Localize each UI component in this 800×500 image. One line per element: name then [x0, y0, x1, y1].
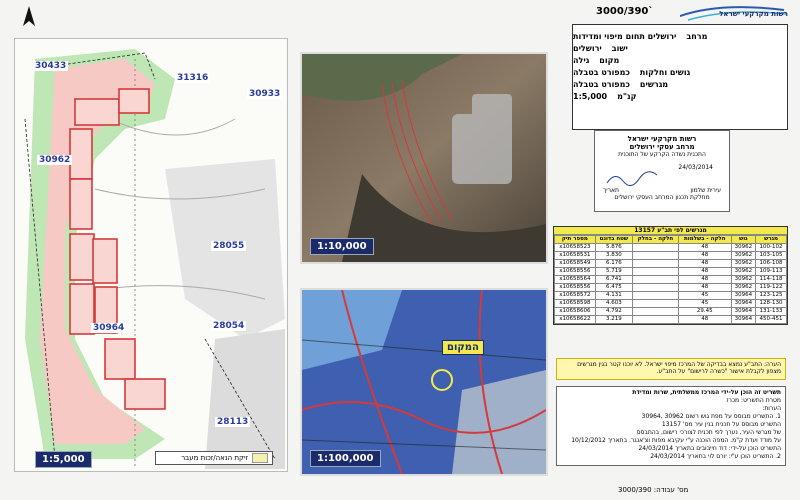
- table-row: [555, 276, 787, 284]
- table-cell: 45: [678, 300, 731, 308]
- table-cell: x10658598: [555, 300, 596, 308]
- table-row: [555, 316, 787, 324]
- table-cell: 30962: [731, 276, 755, 284]
- table-cell: 30962: [731, 284, 755, 292]
- block-label: 30433: [35, 61, 67, 71]
- table-cell: [633, 292, 679, 300]
- header-info-box: [572, 24, 788, 130]
- authority-logo: [680, 2, 790, 24]
- table-cell: 30964: [731, 292, 755, 300]
- table-cell: 45: [678, 292, 731, 300]
- table-row: [555, 308, 787, 316]
- table-row: [555, 300, 787, 308]
- table-cell: 450-451: [756, 316, 787, 324]
- table-cell: 128-130: [756, 300, 787, 308]
- footer-number: 3000/390 :מס' עבודה: [618, 486, 689, 494]
- table-cell: 100-102: [756, 244, 787, 252]
- col-file: מספר תיק: [555, 236, 596, 244]
- table-row: [555, 268, 787, 276]
- table-cell: 106-108: [756, 260, 787, 268]
- table-cell: 6.176: [595, 260, 632, 268]
- signature-box: [594, 130, 730, 212]
- topo-scale-badge: 1:100,000: [310, 450, 381, 467]
- table-cell: 4.131: [595, 292, 632, 300]
- table-cell: [633, 268, 679, 276]
- table-cell: 6.475: [595, 284, 632, 292]
- table-cell: [633, 308, 679, 316]
- table-cell: 109-113: [756, 268, 787, 276]
- table-row: [555, 244, 787, 252]
- col-lot: מגרש: [756, 236, 787, 244]
- note-line: של מגרשי העיר, נערך לפי תכנית לצורכי רישום, בהתבסס: [636, 429, 781, 436]
- table-cell: 3.219: [595, 316, 632, 324]
- sig-line2: מרחב עסקי ירושלים: [629, 143, 695, 151]
- table-cell: 48: [678, 252, 731, 260]
- table-cell: 4.792: [595, 308, 632, 316]
- table-cell: 48: [678, 284, 731, 292]
- header-row-settlement: ישוב ירושלים: [573, 44, 628, 53]
- table-cell: x10658523: [555, 244, 596, 252]
- col-block: גוש: [731, 236, 755, 244]
- notes-box: [556, 386, 786, 466]
- highlight-note: הערה: התב"ע נמצא בבדיקה של המרכז מיפוי ישראל. לא יוכנו קטר בגין מגרשים מצפון לקבלת אישור "כשרה לרישום" על התב"ע.: [556, 358, 786, 380]
- block-label: 30933: [249, 89, 281, 99]
- table-cell: 48: [678, 268, 731, 276]
- table-cell: 30964: [731, 308, 755, 316]
- table-cell: [633, 260, 679, 268]
- note-line: 1. התשריט מבוסס על מפת גוש רשום 30962 ,30964: [641, 413, 781, 420]
- block-label: 28054: [213, 321, 245, 331]
- block-label: 30962: [39, 155, 71, 165]
- table-cell: 123-125: [756, 292, 787, 300]
- col-whole: חלקה - בשלמות: [678, 236, 731, 244]
- table-cell: [633, 276, 679, 284]
- table-cell: x10658622: [555, 316, 596, 324]
- block-label: 28055: [213, 241, 245, 251]
- sig-date: 24/03/2014: [678, 164, 713, 171]
- table-cell: 30962: [731, 252, 755, 260]
- table-cell: 103-105: [756, 252, 787, 260]
- satellite-scale-badge: 1:10,000: [310, 238, 374, 255]
- main-parcel-map: [14, 38, 288, 472]
- parcels-table: [553, 226, 788, 325]
- sig-signer-title: מחלקת תכנון המרחב העסקי ירושלים: [614, 194, 710, 201]
- table-cell: [633, 284, 679, 292]
- notes-title: תשריט זה הוכן על-ידי המרכז ממשלתית, שרות ומדידת: [632, 389, 781, 396]
- table-cell: 30962: [731, 244, 755, 252]
- table-cell: 48: [678, 260, 731, 268]
- header-row-scale: קנ"מ 1:5,000: [573, 92, 637, 101]
- header-row-blocks: גושים וחלקות כמפורט בטבלה: [573, 68, 691, 77]
- table-cell: x10658556: [555, 268, 596, 276]
- table-cell: 119-122: [756, 284, 787, 292]
- table-cell: x10658549: [555, 260, 596, 268]
- table-cell: [633, 244, 679, 252]
- document-number: 3000/390`: [596, 6, 654, 17]
- logo-text: רשות מקרקעי ישראל: [719, 10, 788, 18]
- place-label: המקום: [442, 340, 484, 355]
- table-cell: 131-133: [756, 308, 787, 316]
- table-cell: 30964: [731, 300, 755, 308]
- sig-line1: רשות מקרקעי ישראל: [627, 135, 697, 143]
- table-cell: 4.603: [595, 300, 632, 308]
- table-cell: 48: [678, 244, 731, 252]
- header-row-place: מקום גילה: [573, 56, 620, 65]
- satellite-image: [300, 52, 548, 264]
- col-part: חלקה - בחלק: [633, 236, 679, 244]
- table-cell: 5.719: [595, 268, 632, 276]
- legend-label: זיקת הנאה/זכות מעבר: [181, 454, 248, 462]
- signature-icon: [605, 171, 665, 187]
- note-line: על מודד ועדת ק"מ. המפה הוכנה ע"י עקיבא מפות וצ'אנגר. בתאריך 10/12/2012: [571, 437, 781, 444]
- table-cell: x10658606: [555, 308, 596, 316]
- north-arrow-icon: [22, 6, 36, 32]
- table-row: [555, 292, 787, 300]
- table-cell: [633, 252, 679, 260]
- table-row: [555, 284, 787, 292]
- notes-subtitle: מטרת התשריט: מכרז: [726, 397, 781, 404]
- table-row: [555, 260, 787, 268]
- table-cell: 3.830: [595, 252, 632, 260]
- table-cell: 48: [678, 316, 731, 324]
- note-line: התשריט מבוסס על תכנית בנין עיר מס' 13157: [661, 421, 781, 428]
- table-cell: [633, 316, 679, 324]
- table-cell: 30962: [731, 260, 755, 268]
- table-title: מגרשים לפי תב"ע 13157: [554, 227, 787, 235]
- table-row: [555, 252, 787, 260]
- table-cell: 114-118: [756, 276, 787, 284]
- topographic-map: [300, 288, 548, 476]
- block-label: 30964: [93, 323, 125, 333]
- legend-easement: [155, 451, 273, 465]
- legend-swatch: [252, 453, 268, 463]
- table-cell: 30964: [731, 316, 755, 324]
- table-cell: 6.741: [595, 276, 632, 284]
- sig-line3: התכנית נשדה הקרקע של התוכנית: [618, 151, 706, 158]
- table-cell: [633, 300, 679, 308]
- table-cell: 48: [678, 276, 731, 284]
- sig-signer: עירית שלמון: [690, 187, 721, 194]
- note-line: התשריט הוכן על-ידי: דוד חייבובים בתאריך 24/03/2014: [638, 445, 781, 452]
- note-line: 2. התשריט הוכן ע"י: יורם לוי בתאריך 24/03/2014: [650, 453, 781, 460]
- header-row-region: מרחב ירושלים תחום מיפוי ומדידות: [573, 32, 708, 41]
- table-cell: 30962: [731, 268, 755, 276]
- table-cell: x10658564: [555, 276, 596, 284]
- table-cell: 29.45: [678, 308, 731, 316]
- header-row-lots: מגרשים כמפורט בטבלה: [573, 80, 669, 89]
- col-area: שטח בדונם: [595, 236, 632, 244]
- table-cell: 5.876: [595, 244, 632, 252]
- map-scale-badge: 1:5,000: [35, 451, 92, 468]
- table-cell: x10658572: [555, 292, 596, 300]
- table-cell: x10658531: [555, 252, 596, 260]
- block-label: 31316: [177, 73, 209, 83]
- block-label: 28113: [217, 417, 249, 427]
- note-line: הערות:: [762, 405, 781, 412]
- table-cell: x10658556: [555, 284, 596, 292]
- sig-signature-label: תאריך: [603, 187, 619, 194]
